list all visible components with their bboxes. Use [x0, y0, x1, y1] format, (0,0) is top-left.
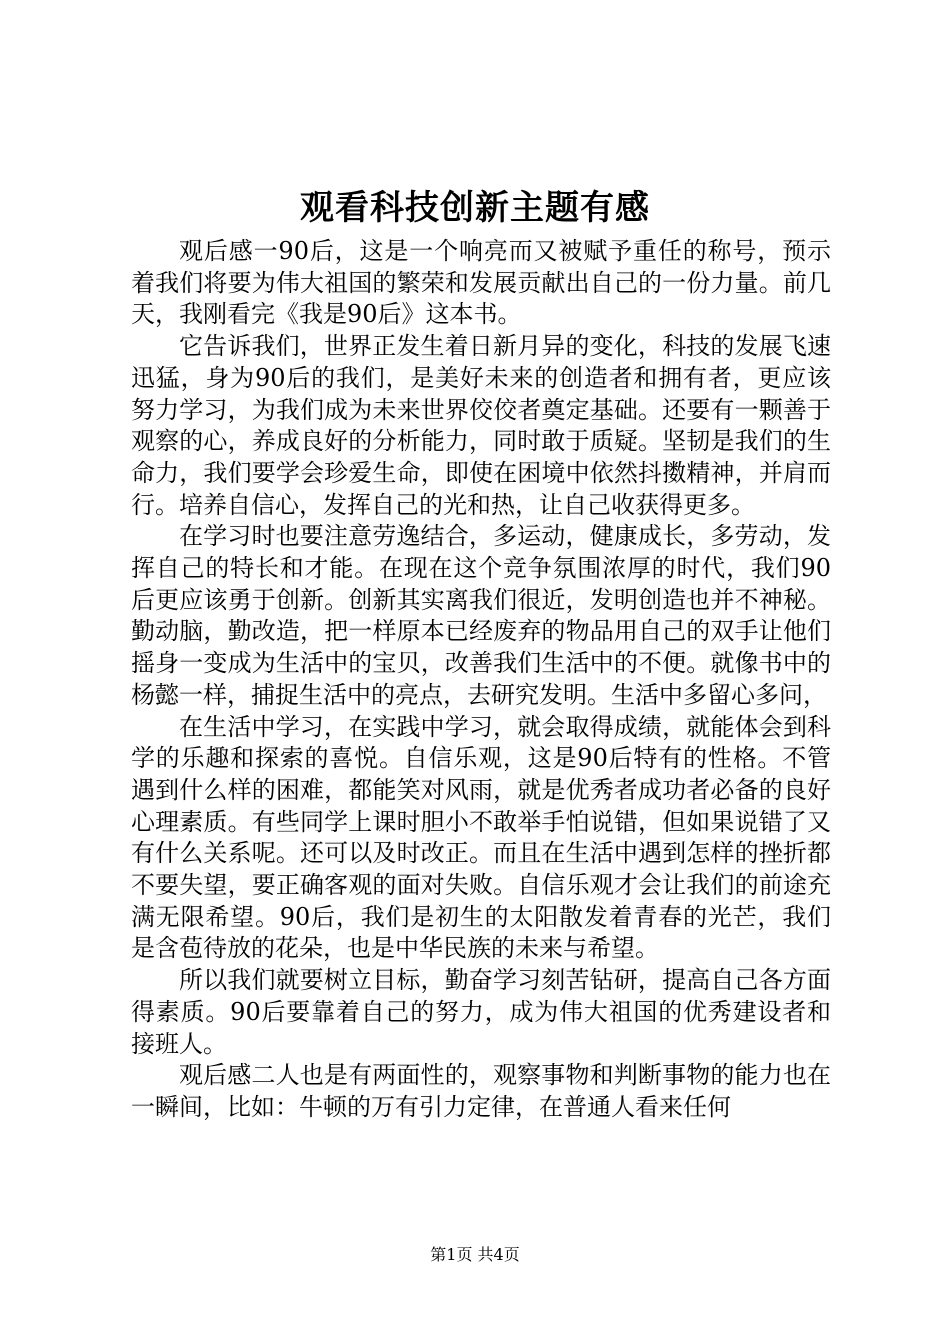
paragraph: 在生活中学习，在实践中学习，就会取得成绩，就能体会到科学的乐趣和探索的喜悦。自信乐观，这是90后特有的性格。不管遇到什么样的困难，都能笑对风雨，就是优秀者成功者必备的良好心理素质。有些同学上课时胆小不敢举手怕说错，但如果说错了又有什么关系呢。还可以及时改正。而且在生活中遇到怎样的挫折都不要失望，要正确客观的面对失败。自信乐观才会让我们的前途充满无限希望。90后，我们是初生的太阳散发着青春的光芒，我们是含苞待放的花朵，也是中华民族的未来与希望。	[131, 712, 831, 963]
document-title: 观看科技创新主题有感	[300, 188, 650, 228]
document-body	[131, 236, 831, 1186]
paragraph: 观后感一90后，这是一个响亮而又被赋予重任的称号，预示着我们将要为伟大祖国的繁荣和发展贡献出自己的一份力量。前几天，我刚看完《我是90后》这本书。	[131, 237, 831, 329]
paragraph: 它告诉我们，世界正发生着日新月异的变化，科技的发展飞速迅猛，身为90后的我们，是美好未来的创造者和拥有者，更应该努力学习，为我们成为未来世界佼佼者奠定基础。还要有一颗善于观察的心，养成良好的分析能力，同时敢于质疑。坚韧是我们的生命力，我们要学会珍爱生命，即使在困境中依然抖擞精神，并肩而行。培养自信心，发挥自己的光和热，让自己收获得更多。	[131, 332, 831, 519]
paragraph: 观后感二人也是有两面性的，观察事物和判断事物的能力也在一瞬间，比如：牛顿的万有引力定律，在普通人看来任何	[131, 1061, 831, 1121]
paragraph: 在学习时也要注意劳逸结合，多运动，健康成长，多劳动，发挥自己的特长和才能。在现在这个竞争氛围浓厚的时代，我们90后更应该勇于创新。创新其实离我们很近，发明创造也并不神秘。勤动脑，勤改造，把一样原本已经废弃的物品用自己的双手让他们摇身一变成为生活中的宝贝，改善我们生活中的不便。就像书中的杨懿一样，捕捉生活中的亮点，去研究发明。生活中多留心多问，	[131, 522, 831, 709]
paragraph: 所以我们就要树立目标，勤奋学习刻苦钻研，提高自己各方面得素质。90后要靠着自己的努力，成为伟大祖国的优秀建设者和接班人。	[131, 966, 831, 1058]
page-footer: 第1页 共4页	[430, 1245, 520, 1264]
